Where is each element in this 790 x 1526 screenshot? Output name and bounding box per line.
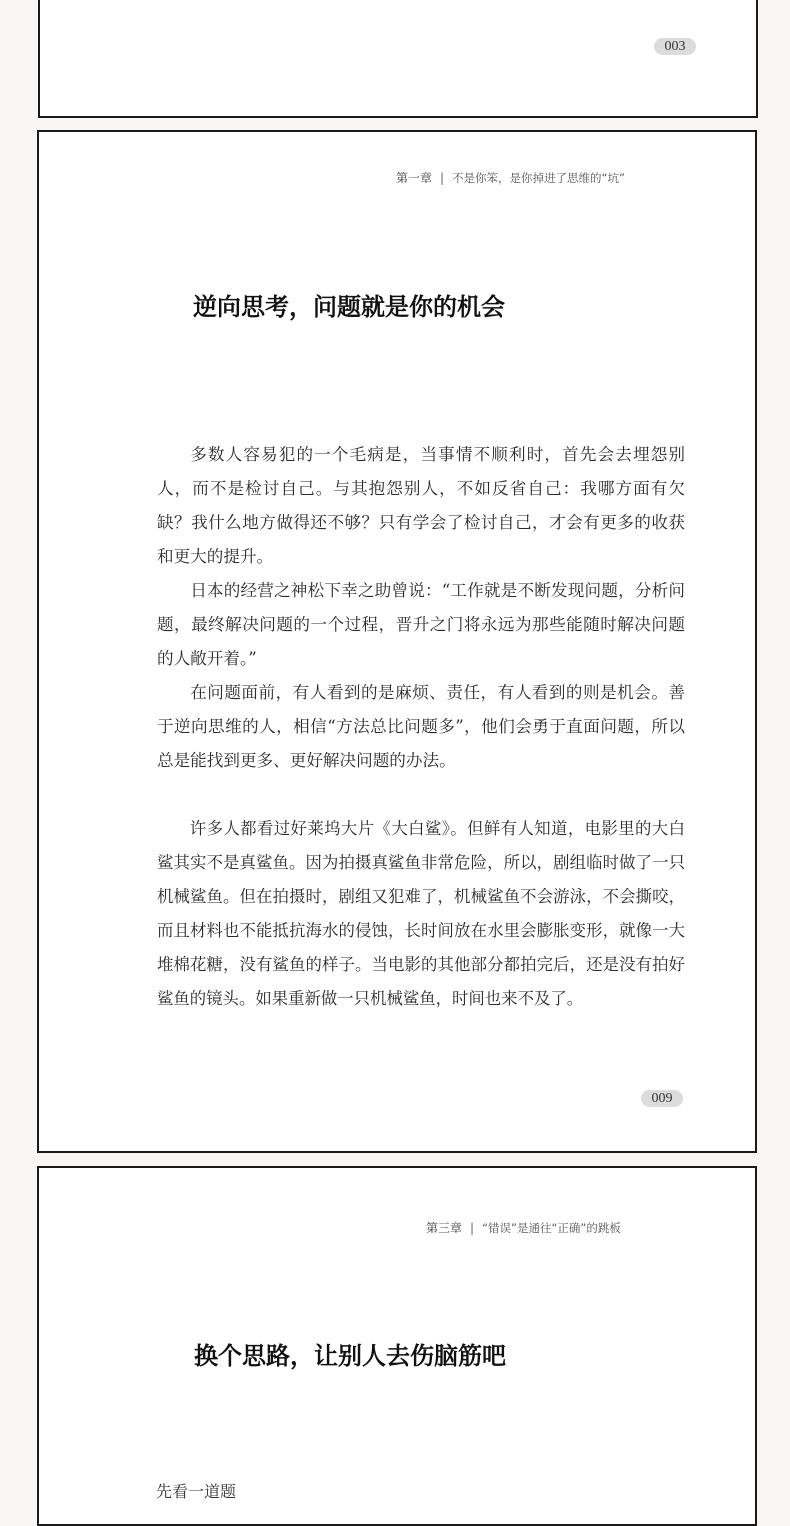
paragraph: 多数人容易犯的一个毛病是，当事情不顺利时，首先会去埋怨别人，而不是检讨自己。与其抱怨别人，不如反省自己：我哪方面有欠缺？我什么地方做得还不够？只有学会了检讨自己，才会有更多的收获和更大的提升。 (157, 445, 685, 566)
section-title: 逆向思考，问题就是你的机会 (193, 293, 505, 321)
page-number: 003 (654, 38, 696, 55)
story-text (157, 812, 685, 1016)
chapter-label: 第一章 (396, 171, 433, 185)
chapter-label: 第三章 (426, 1221, 463, 1235)
header-separator: | (440, 171, 445, 185)
running-header (396, 169, 625, 186)
partial-text-line: 先看一道题 (156, 1482, 237, 1501)
book-page-next (37, 1166, 757, 1526)
chapter-subtitle: “错误”是通往“正确”的跳板 (482, 1221, 621, 1235)
chapter-subtitle: 不是你笨，是你掉进了思维的“坑” (452, 171, 625, 185)
body-text (157, 438, 685, 778)
book-page-003 (38, 0, 758, 118)
book-page-009 (37, 130, 757, 1153)
paragraph: 在问题面前，有人看到的是麻烦、责任，有人看到的则是机会。善于逆向思维的人，相信“方法总比问题多”，他们会勇于直面问题，所以总是能找到更多、更好解决问题的办法。 (157, 683, 685, 770)
story-paragraph: 许多人都看过好莱坞大片《大白鲨》。但鲜有人知道，电影里的大白鲨其实不是真鲨鱼。因为拍摄真鲨鱼非常危险，所以，剧组临时做了一只机械鲨鱼。但在拍摄时，剧组又犯难了，机械鲨鱼不会游泳，不会撕咬，而且材料也不能抵抗海水的侵蚀，长时间放在水里会膨胀变形，就像一大堆棉花糖，没有鲨鱼的样子。当电影的其他部分都拍完后，还是没有拍好鲨鱼的镜头。如果重新做一只机械鲨鱼，时间也来不及了。 (157, 819, 685, 1008)
paragraph: 日本的经营之神松下幸之助曾说：“工作就是不断发现问题，分析问题，最终解决问题的一个过程，晋升之门将永远为那些能随时解决问题的人敞开着。” (157, 581, 685, 668)
section-title: 换个思路，让别人去伤脑筋吧 (194, 1342, 506, 1370)
running-header (426, 1219, 621, 1236)
header-separator: | (470, 1221, 475, 1235)
page-number: 009 (641, 1090, 683, 1107)
